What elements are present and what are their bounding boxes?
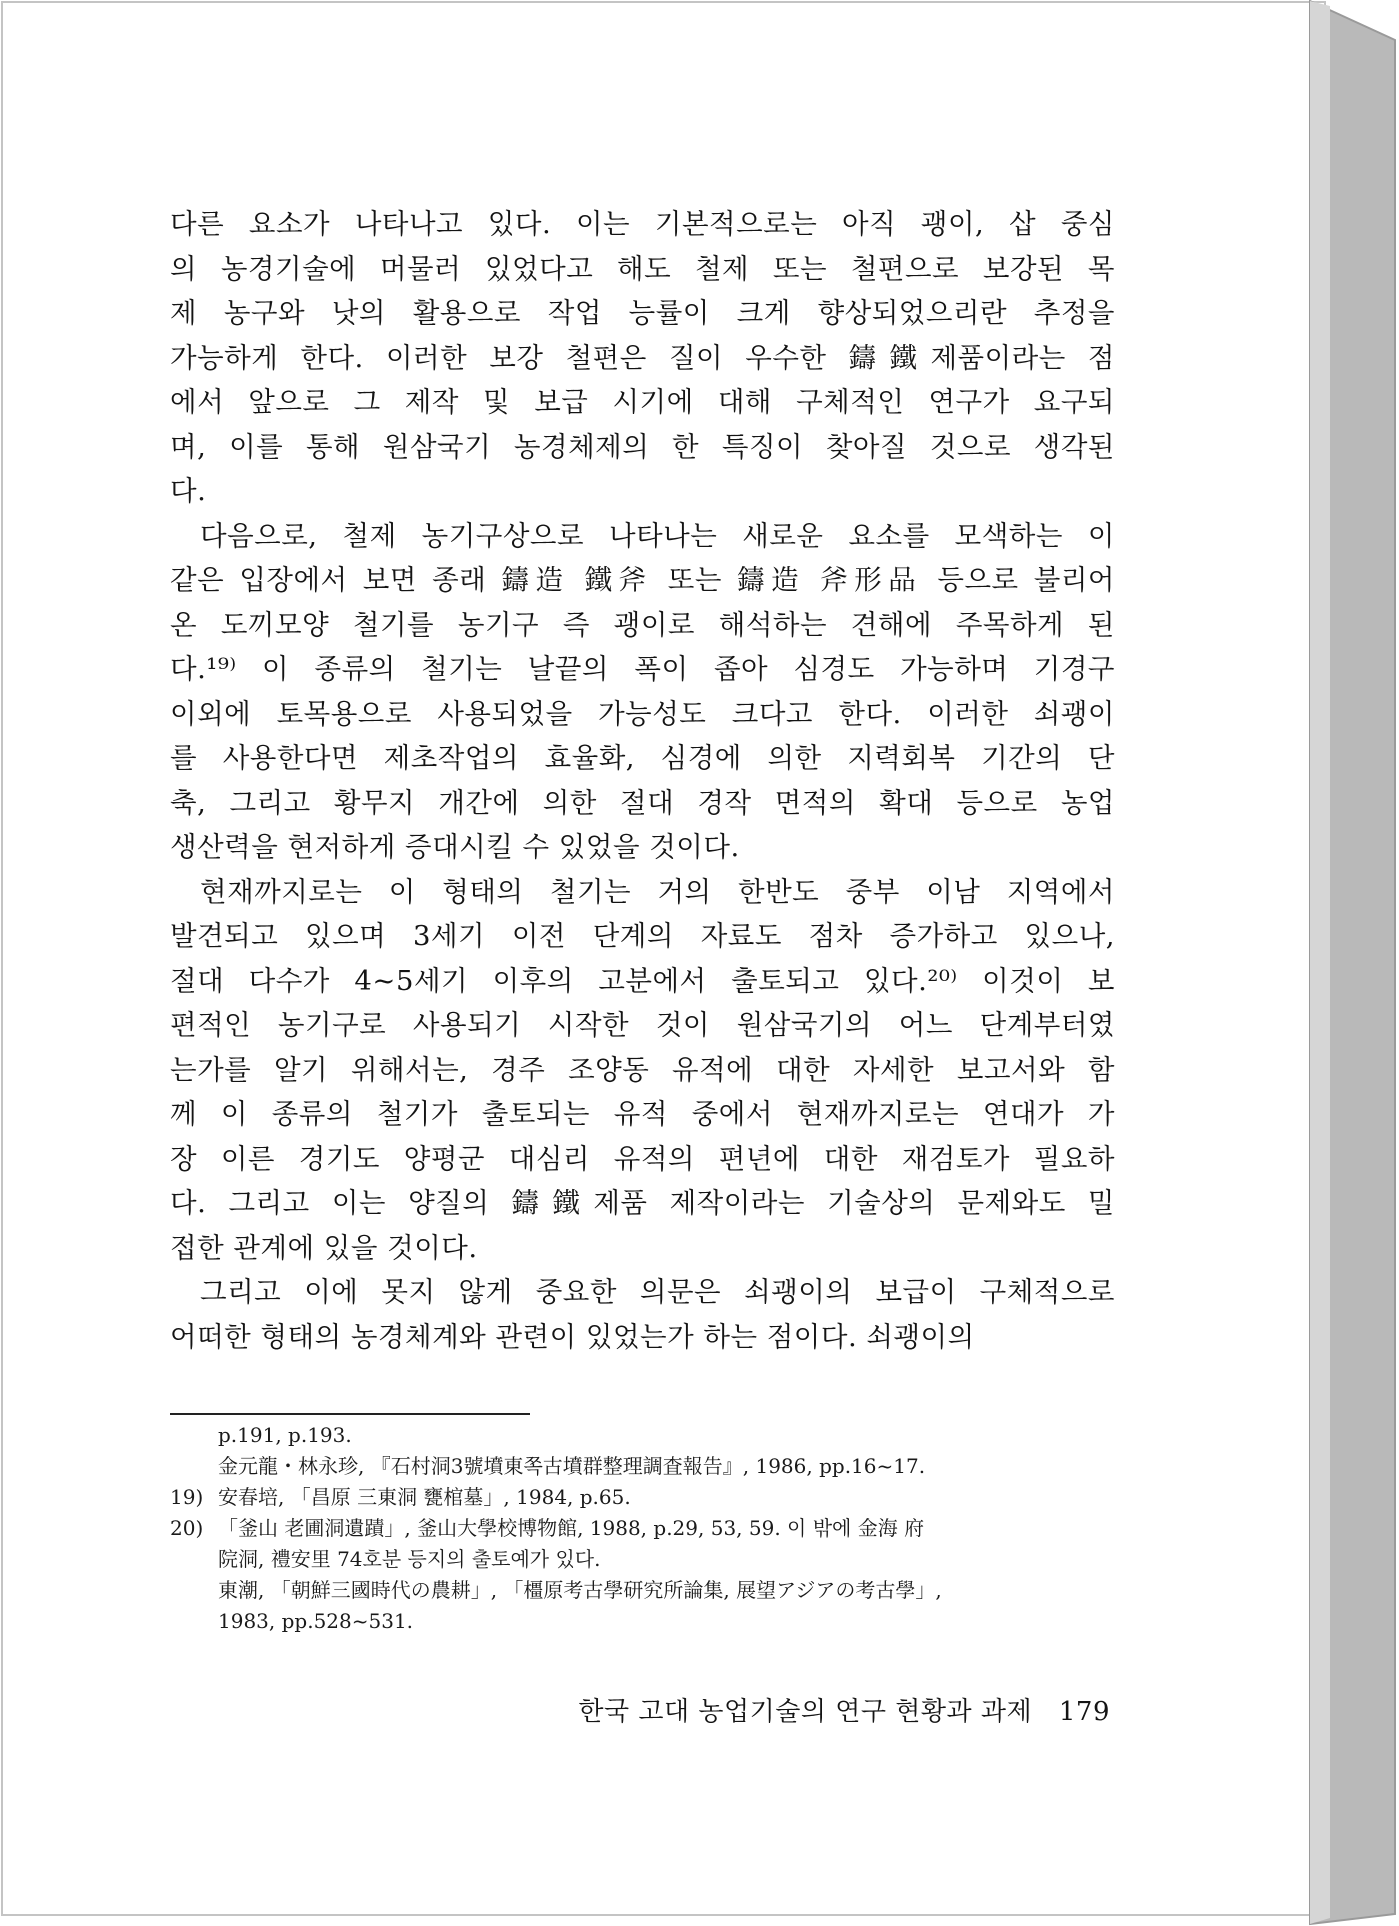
footnote-divider <box>170 1413 530 1415</box>
footnote-line <box>170 1544 1115 1575</box>
footnote-line <box>170 1451 1115 1482</box>
text-line: 생산력을 현저하게 증대시킬 수 있었을 것이다. <box>170 831 740 863</box>
footnote-number: 19) <box>170 1485 204 1509</box>
running-footer <box>520 1691 1110 1728</box>
text-line: 다른 요소가 나타나고 있다. 이는 기본적으로는 아직 괭이, 삽 중심 <box>170 208 1115 240</box>
text-line: 제 농구와 낫의 활용으로 작업 능률이 크게 향상되었으리란 추정을 <box>170 297 1115 329</box>
text-line: 장 이른 경기도 양평군 대심리 유적의 편년에 대한 재검토가 필요하 <box>170 1142 1115 1175</box>
text-line: 어떠한 형태의 농경체계와 관련이 있었는가 하는 점이다. 쇠괭이의 <box>170 1320 975 1353</box>
text-line: 가능하게 한다. 이러한 보강 철편은 질이 우수한 鑄鐵제품이라는 점 <box>170 341 1115 374</box>
text-line: 절대 다수가 4~5세기 이후의 고분에서 출토되고 있다.²⁰⁾ 이것이 보 <box>170 964 1115 997</box>
footnote-number: 20) <box>170 1516 204 1540</box>
paragraph <box>170 514 1115 870</box>
text-line: 며, 이를 통해 원삼국기 농경체제의 한 특징이 찾아질 것으로 생각된 <box>170 430 1115 463</box>
footnote-text: 「釜山 老圃洞遺蹟」, 釜山大學校博物館, 1988, p.29, 53, 59. 이 밖에 金海 府 <box>218 1516 925 1540</box>
paragraph <box>170 1270 1115 1359</box>
text-line: 다. 그리고 이는 양질의 鑄鐵제품 제작이라는 기술상의 문제와도 밀 <box>170 1187 1115 1219</box>
text-line: 를 사용한다면 제초작업의 효율화, 심경에 의한 지력회복 기간의 단 <box>170 742 1115 774</box>
page-number: 179 <box>1058 1697 1110 1727</box>
body-text <box>170 202 1115 1359</box>
paragraph <box>170 870 1115 1271</box>
footnote-text: 1983, pp.528~531. <box>218 1609 414 1633</box>
text-line: 의 농경기술에 머물러 있었다고 해도 철제 또는 철편으로 보강된 목 <box>170 252 1115 285</box>
footnote-line <box>170 1420 1115 1451</box>
footnotes <box>170 1420 1115 1637</box>
footnote-text: 院洞, 禮安里 74호분 등지의 출토예가 있다. <box>218 1547 601 1571</box>
footnote-line <box>170 1482 1115 1513</box>
footnote-line <box>170 1575 1115 1606</box>
text-line: 온 도끼모양 철기를 농기구 즉 괭이로 해석하는 견해에 주목하게 된 <box>170 608 1115 641</box>
text-line: 다.¹⁹⁾ 이 종류의 철기는 날끝의 폭이 좁아 심경도 가능하며 기경구 <box>170 653 1115 685</box>
footnote-line <box>170 1513 1115 1544</box>
footnote-text: 金元龍・林永珍, 『石村洞3號墳東쪽古墳群整理調査報告』, 1986, pp.16~17. <box>218 1454 926 1478</box>
text-line: 접한 관계에 있을 것이다. <box>170 1231 478 1264</box>
footnote-line <box>170 1606 1115 1637</box>
text-line: 이외에 토목용으로 사용되었을 가능성도 크다고 한다. 이러한 쇠괭이 <box>170 697 1115 730</box>
text-line: 그리고 이에 못지 않게 중요한 의문은 쇠괭이의 보급이 구체적으로 <box>200 1276 1115 1308</box>
running-title: 한국 고대 농업기술의 연구 현황과 과제 <box>578 1697 1033 1727</box>
text-line: 께 이 종류의 철기가 출토되는 유적 중에서 현재까지로는 연대가 가 <box>170 1098 1115 1130</box>
text-line: 같은 입장에서 보면 종래 鑄造 鐵斧 또는 鑄造 斧形品 등으로 불리어 <box>170 564 1115 596</box>
footnote-text: 東潮, 「朝鮮三國時代の農耕」, 「橿原考古學研究所論集, 展望アジアの考古學」, <box>218 1578 942 1602</box>
footnote-text: 安春培, 「昌原 三東洞 甕棺墓」, 1984, p.65. <box>218 1485 631 1509</box>
footnote-text: p.191, p.193. <box>218 1423 352 1447</box>
text-line: 편적인 농기구로 사용되기 시작한 것이 원삼국기의 어느 단계부터였 <box>170 1009 1115 1041</box>
text-line: 현재까지로는 이 형태의 철기는 거의 한반도 중부 이남 지역에서 <box>200 875 1115 908</box>
text-line: 다. <box>170 475 207 507</box>
text-line: 축, 그리고 황무지 개간에 의한 절대 경작 면적의 확대 등으로 농업 <box>170 786 1115 819</box>
text-line: 에서 앞으로 그 제작 및 보급 시기에 대해 구체적인 연구가 요구되 <box>170 386 1115 418</box>
paragraph <box>170 202 1115 514</box>
text-line: 는가를 알기 위해서는, 경주 조양동 유적에 대한 자세한 보고서와 함 <box>170 1053 1115 1086</box>
text-line: 다음으로, 철제 농기구상으로 나타나는 새로운 요소를 모색하는 이 <box>200 519 1115 552</box>
text-line: 발견되고 있으며 3세기 이전 단계의 자료도 점차 증가하고 있으나, <box>170 920 1115 952</box>
